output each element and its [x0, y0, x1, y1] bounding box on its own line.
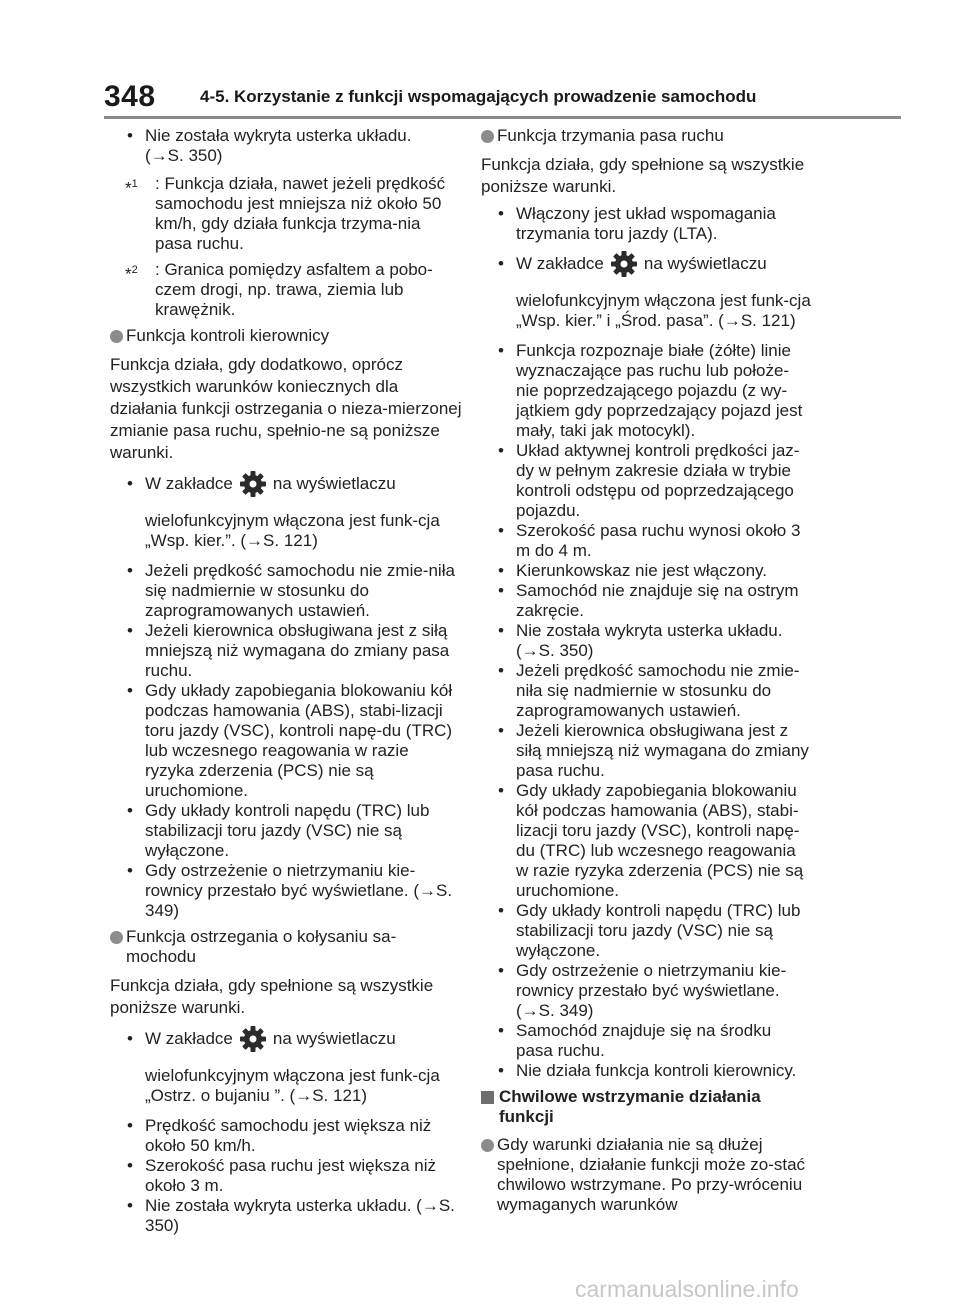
list-item: • W zakładce na wyświetlaczu wielofunkcyjnym włączona jest funk-cja „Wsp. kier.” i „Środ. pasa”. (→S. 121) [481, 250, 811, 335]
footnote-mark: *$^1$ [125, 178, 138, 198]
footnote-text: : Granica pomiędzy asfaltem a pobo-czem drogi, np. trawa, ziemia lub krawężnik. [155, 260, 433, 319]
list-item: • Jeżeli kierownica obsługiwana jest z siłą mniejszą niż wymagana do zmiany pasa ruchu. [127, 621, 450, 680]
list-item: • Prędkość samochodu jest większa niż około 50 km/h. [127, 1116, 432, 1155]
list-item: • Szerokość pasa ruchu wynosi około 3 m do 4 m. [498, 521, 801, 560]
bullet: • [127, 1029, 133, 1048]
list-item: • Gdy układy zapobiegania blokowaniu kół podczas hamowania (ABS), stabi-lizacji toru jazdy (VSC), kontroli napę-du (TRC) lub wczesnego reagowania w razie ryzyka zderzenia (PCS) nie są uruchomione. [127, 681, 453, 800]
paragraph: Funkcja działa, gdy dodatkowo, oprócz wszystkich warunków koniecznych dla działania funkcji ostrzegania o nieza-mierzonej zmianie pasa ruchu, spełnio-ne są poniższe warunki. [110, 355, 462, 462]
list-item [110, 126, 462, 166]
list-item: • Kierunkowskaz nie jest włączony. [498, 561, 768, 580]
section-heading: Funkcja trzymania pasa ruchu [481, 126, 811, 146]
list-item: • Jeżeli prędkość samochodu nie zmie-niła się nadmiernie w stosunku do zaprogramowanych ustawień. [127, 561, 455, 620]
bullet: • [127, 126, 133, 145]
section-heading: Gdy warunki działania nie są dłużej spełnione, działanie funkcji może zo-stać chwilowo wstrzymane. Po przy-wróceniu wymaganych warunków [481, 1135, 811, 1215]
gear-icon [239, 470, 267, 507]
list-item: • Włączony jest układ wspomagania trzymania toru jazdy (LTA). [498, 204, 776, 243]
footnote-2 [110, 260, 462, 320]
list-item: • Gdy ostrzeżenie o nietrzymaniu kie-rownicy przestało być wyświetlane. (→S. 349) [498, 961, 787, 1020]
chapter-title: 4-5. Korzystanie z funkcji wspomagających prowadzenie samochodu [200, 87, 757, 106]
page-header [104, 80, 904, 120]
bullet: • [498, 254, 504, 273]
list-item: • Samochód nie znajduje się na ostrym zakręcie. [498, 581, 799, 620]
list-item: • Jeżeli prędkość samochodu nie zmie-niła się nadmiernie w stosunku do zaprogramowanych ustawień. [498, 661, 800, 720]
gray-circle-icon [110, 931, 123, 944]
gray-circle-icon [481, 130, 494, 143]
gear-icon [610, 250, 638, 287]
header-rule [104, 116, 901, 119]
section-heading: Funkcja ostrzegania o kołysaniu sa-mochodu [110, 927, 462, 967]
subsection-heading: Chwilowe wstrzymanie działania funkcji [481, 1087, 811, 1127]
right-column [481, 126, 811, 1223]
list-item: • Gdy ostrzeżenie o nietrzymaniu kie-rownicy przestało być wyświetlane. (→S. 349) [127, 861, 453, 920]
list-item: • Gdy układy kontroli napędu (TRC) lub stabilizacji toru jazdy (VSC) nie są wyłączone. [127, 801, 430, 860]
watermark: carmanualsonline.info [575, 1276, 799, 1302]
paragraph: Funkcja działa, gdy spełnione są wszystkie poniższe warunki. [481, 155, 805, 196]
list-item: • Szerokość pasa ruchu jest większa niż około 3 m. [127, 1156, 437, 1195]
list-item-text: Nie została wykryta usterka układu. [145, 126, 412, 145]
gray-circle-icon [481, 1139, 494, 1152]
section-heading: Funkcja kontroli kierownicy [110, 326, 462, 346]
bullet: • [127, 474, 133, 493]
footnote-mark: *$^2$ [125, 264, 138, 284]
list-item: • Nie została wykryta usterka układu. (→S. 350) [127, 1196, 455, 1235]
footnote-text: : Funkcja działa, nawet jeżeli prędkość samochodu jest mniejsza niż około 50 km/h, gdy działa funkcja trzyma-nia pasa ruchu. [155, 174, 446, 253]
list-item: • Nie działa funkcja kontroli kierownicy. [498, 1061, 797, 1080]
page-number: 348 [104, 80, 156, 113]
list-item: • Funkcja rozpoznaje białe (żółte) linie wyznaczające pas ruchu lub położe-nie poprzedzającego pojazdu (z wy-jątkiem gdy poprzedzający pojazd jest mały, taki jak motocykl). [498, 341, 803, 440]
gray-square-icon [481, 1091, 494, 1104]
gear-icon [239, 1025, 267, 1062]
list-item: • Gdy układy kontroli napędu (TRC) lub stabilizacji toru jazdy (VSC) nie są wyłączone. [498, 901, 801, 960]
list-item: • Gdy układy zapobiegania blokowaniu kół podczas hamowania (ABS), stabi-lizacji toru jazdy (VSC), kontroli napę-du (TRC) lub wczesnego reagowania w razie ryzyka zderzenia (PCS) nie są uruchomione. [498, 781, 804, 900]
left-column [110, 126, 462, 1236]
list-item: • Nie została wykryta usterka układu. (→S. 350) [498, 621, 783, 660]
list-item: • W zakładce na wyświetlaczu wielofunkcyjnym włączona jest funk-cja „Wsp. kier.”. (→S. 121) [110, 470, 462, 555]
page-reference: (→S. 350) [145, 146, 223, 165]
list-item: • Układ aktywnej kontroli prędkości jaz-dy w pełnym zakresie działa w trybie kontroli odstępu od poprzedzającego pojazdu. [498, 441, 800, 520]
list-item: • W zakładce na wyświetlaczu wielofunkcyjnym włączona jest funk-cja „Ostrz. o bujaniu ”. (→S. 121) [110, 1025, 462, 1110]
list-item: • Samochód znajduje się na środku pasa ruchu. [498, 1021, 772, 1060]
list-item: • Jeżeli kierownica obsługiwana jest z siłą mniejszą niż wymagana do zmiany pasa ruchu. [498, 721, 809, 780]
paragraph: Funkcja działa, gdy spełnione są wszystkie poniższe warunki. [110, 976, 434, 1017]
footnote-1 [110, 174, 462, 254]
gray-circle-icon [110, 330, 123, 343]
